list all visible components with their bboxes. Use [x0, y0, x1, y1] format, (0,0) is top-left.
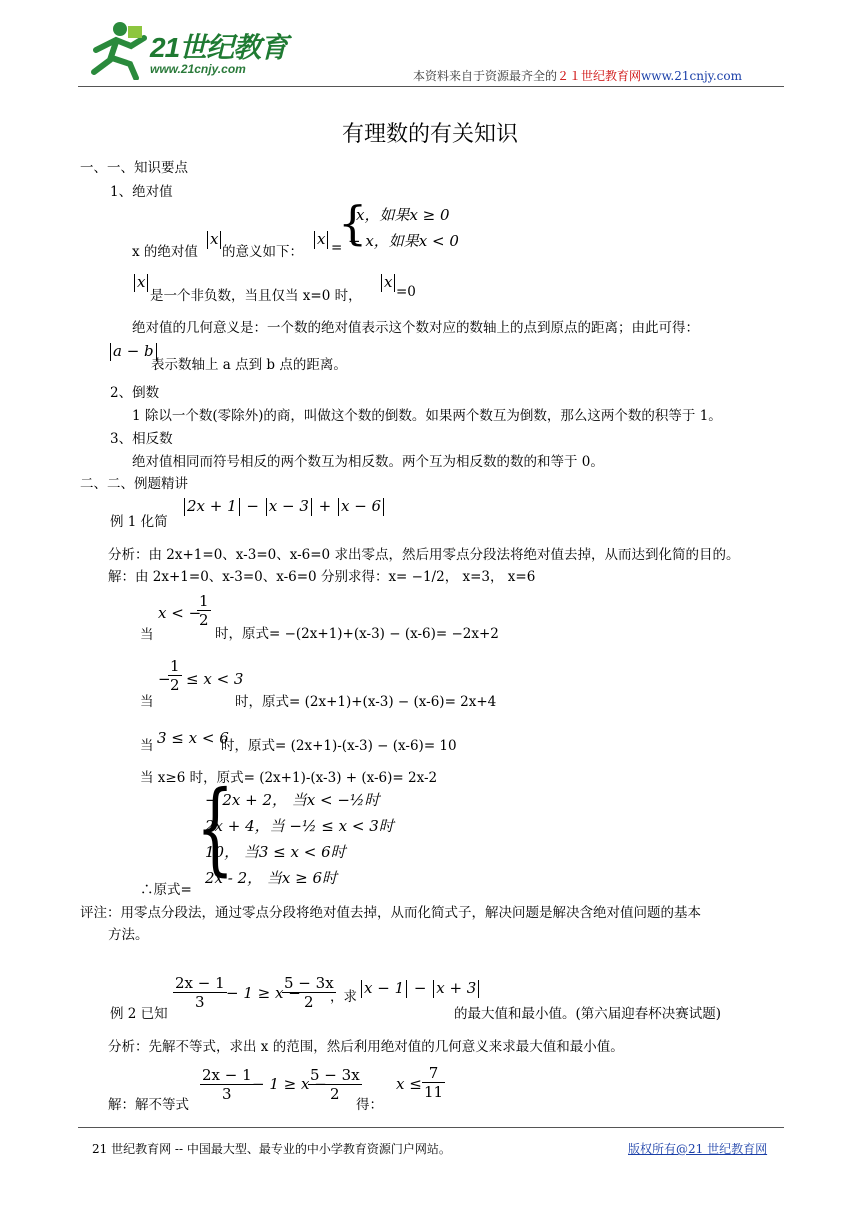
ex1-solution: 解：由 2x+1=0、x-3=0、x-6=0 分别求得：x= −1/2， x=3， x=6 [108, 569, 536, 585]
therefore: ∴原式= [140, 882, 192, 898]
recip-heading: 2、倒数 [110, 385, 160, 401]
ex2-abs-2: x + 3 [436, 979, 477, 997]
ex2-sol-frac-1: $\frac{2x - 1}{3}$ [202, 1066, 252, 1103]
abs-x-lhs: x [312, 230, 330, 249]
section-2-heading: 二、二、例题精讲 [80, 476, 188, 492]
piecewise-3: 10， 当3 ≤ x < 6时 [205, 843, 346, 861]
opp-heading: 3、相反数 [110, 431, 173, 447]
ex1-term-b: x − 3 [268, 497, 309, 515]
ex2-result-frac: $\frac{7}{11}$ [424, 1064, 444, 1101]
ex1-term-c: x − 6 [340, 497, 382, 515]
logo-text: 21世纪教育 [150, 32, 288, 63]
abs-heading: 1、绝对值 [110, 184, 173, 200]
case3-math: 3 ≤ x < 6 [157, 729, 229, 747]
piecewise-1: − 2x + 2， 当x < −½时 [205, 791, 380, 809]
abs-def-text-b: 的意义如下： [222, 244, 303, 260]
opp-text: 绝对值相同而符号相反的两个数互为相反数。两个互为相反数的数的和等于 0。 [132, 454, 604, 470]
header-note-site: ２１世纪教育网 [557, 69, 642, 83]
case2-when: 当 [140, 694, 154, 710]
header-note-prefix: 本资料来自于资源最齐全的 [413, 69, 558, 83]
ex2-ask: ，求 [330, 989, 357, 1005]
comment-line-1: 评注：用零点分段法，通过零点分段将绝对值去掉，从而化简式子，解决问题是解决含绝对值问题的基本 [80, 905, 701, 921]
header-note [413, 67, 742, 84]
abs-case-1: x，如果x ≥ 0 [356, 206, 450, 224]
header-divider [78, 86, 784, 87]
abs-x-symbol: x [205, 230, 223, 249]
geo-meaning: 绝对值的几何意义是：一个数的绝对值表示这个数对应的数轴上的点到原点的距离；由此可得： [132, 320, 699, 336]
case1-text: 时，原式= −(2x+1)+(x-3) − (x-6)= −2x+2 [215, 626, 499, 642]
logo-url: www.21cnjy.com [150, 62, 246, 76]
ex1-analysis: 分析：由 2x+1=0、x-3=0、x-6=0 求出零点，然后用零点分段法将绝对值去掉，从而达到化简的目的。 [108, 547, 740, 563]
case2-math-b: ≤ x < 3 [186, 670, 244, 688]
case1-math: x < − [158, 604, 202, 622]
footer-copyright-link[interactable]: 版权所有@21 世纪教育网 [628, 1142, 768, 1156]
ex1-term-a: 2x + 1 [187, 497, 237, 515]
ex1-expression: 2x + 1 − x − 3 + x − 6 [182, 497, 386, 516]
abs-brace: { [338, 196, 368, 250]
ex2-analysis: 分析：先解不等式，求出 x 的范围，然后利用绝对值的几何意义来求最大值和最小值。 [108, 1039, 624, 1055]
logo-runner-icon [86, 20, 156, 80]
ex2-sol-a: 解：解不等式 [108, 1097, 189, 1113]
piecewise-brace: { [196, 769, 235, 886]
ex2-tail: 的最大值和最小值。(第六届迎春杯决赛试题) [454, 1006, 722, 1022]
abs-x-zero: x [379, 273, 397, 292]
case1-frac: $\frac{1}{2}$ [199, 592, 209, 629]
ex2-sol-frac-2: $\frac{5 - 3x}{2}$ [310, 1066, 360, 1103]
section-1-heading: 一、一、知识要点 [80, 160, 188, 176]
case2-math-a: − [158, 670, 171, 688]
piecewise-2: 2x + 4，当 −½ ≤ x < 3时 [205, 817, 394, 835]
ex2-label: 例 2 已知 [110, 1006, 168, 1022]
ex2-abs-1: x − 1 [364, 979, 405, 997]
ex2-frac-2: $\frac{5 - 3x}{2}$ [284, 974, 334, 1011]
header-note-url[interactable]: www.21cnjy.com [641, 69, 742, 83]
case2-frac: $\frac{1}{2}$ [170, 657, 180, 694]
nonneg-eq: =0 [396, 284, 416, 300]
page-title: 有理数的有关知识 [341, 122, 518, 147]
ex2-frac-1: $\frac{2x - 1}{3}$ [175, 974, 225, 1011]
footer-divider [78, 1127, 784, 1128]
abs-case-2: − x，如果x < 0 [348, 232, 459, 250]
ex2-sol-b: 得： [356, 1097, 383, 1113]
case4-text: 当 x≥6 时，原式= (2x+1)-(x-3) + (x-6)= 2x-2 [140, 770, 438, 786]
abs-def-text-a: x 的绝对值 [132, 244, 198, 260]
case2-text: 时，原式= (2x+1)+(x-3) − (x-6)= 2x+4 [235, 694, 497, 710]
case3-when: 当 [140, 738, 154, 754]
piecewise-4: 2x - 2， 当x ≥ 6时 [205, 869, 338, 887]
ab-desc: 表示数轴上 a 点到 b 点的距离。 [151, 357, 347, 373]
ab-expr: a − b [113, 342, 154, 360]
ex2-mid: − 1 ≥ x − [226, 984, 301, 1002]
abs-x-nonneg: x [132, 273, 150, 292]
footer-text: 21 世纪教育网 -- 中国最大型、最专业的中小学教育资源门户网站。 [92, 1142, 451, 1156]
ex2-result: x ≤ [396, 1075, 422, 1093]
case1-when: 当 [140, 627, 154, 643]
recip-text: 1 除以一个数(零除外)的商，叫做这个数的倒数。如果两个数互为倒数，那么这两个数的积等于 1。 [132, 408, 722, 424]
nonneg-text: 是一个非负数，当且仅当 x=0 时， [150, 288, 362, 304]
abs-eq: = [331, 240, 343, 256]
case3-text: 时，原式= (2x+1)-(x-3) − (x-6)= 10 [221, 738, 457, 754]
ex2-abs-expr: x − 1 − x + 3 [359, 979, 481, 998]
comment-line-2: 方法。 [108, 927, 149, 943]
ex1-label: 例 1 化简 [110, 514, 168, 530]
ex2-sol-mid: − 1 ≥ x − [252, 1075, 327, 1093]
